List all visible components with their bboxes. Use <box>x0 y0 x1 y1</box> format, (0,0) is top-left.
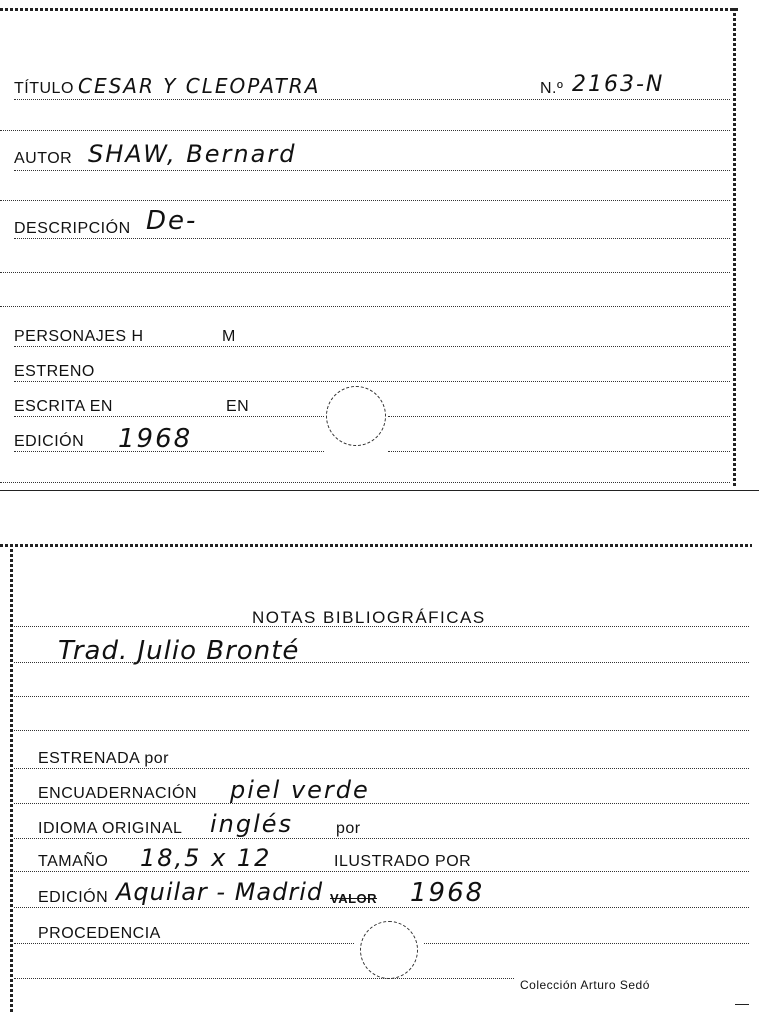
card-top-edge <box>0 544 752 547</box>
escrita-rule-right <box>388 416 730 417</box>
tamano-rule <box>14 871 749 872</box>
titulo-value: CESAR Y CLEOPATRA <box>78 74 321 98</box>
numero-label: N.º <box>540 80 564 97</box>
encuadernacion-label: ENCUADERNACIÓN <box>38 785 198 802</box>
tamano-value: 18,5 x 12 <box>140 844 272 872</box>
card-top-edge <box>0 8 740 11</box>
autor-label: AUTOR <box>14 150 73 167</box>
idioma-value: inglés <box>210 810 294 838</box>
personajes-rule <box>14 346 730 347</box>
seal-circle <box>360 921 418 979</box>
notas-rule <box>14 662 749 663</box>
descripcion-rule <box>14 238 730 239</box>
collection-stamp: Colección Arturo Sedó <box>520 978 650 992</box>
autor-value: SHAW, Bernard <box>88 140 297 168</box>
card-bottom-edge <box>735 1004 749 1005</box>
edicion-label: EDICIÓN <box>14 433 85 450</box>
numero-value: 2163-N <box>572 72 665 97</box>
edicion-year: 1968 <box>410 878 485 908</box>
edicion-value: 1968 <box>118 424 193 454</box>
blank-rule <box>0 130 730 131</box>
estreno-label: ESTRENO <box>14 363 95 380</box>
blank-rule <box>14 730 749 731</box>
procedencia-rule <box>14 943 354 944</box>
card-left-edge <box>10 544 13 1014</box>
estrenada-label: ESTRENADA por <box>38 750 169 767</box>
encuadernacion-value: piel verde <box>230 776 370 804</box>
idioma-label: IDIOMA ORIGINAL <box>38 820 183 837</box>
valor-label: VALOR <box>330 891 378 906</box>
titulo-label: TÍTULO <box>14 80 74 97</box>
heading-rule <box>14 626 749 627</box>
procedencia-label: PROCEDENCIA <box>38 925 161 942</box>
blank-rule <box>0 482 730 483</box>
edicion-rule-right <box>388 451 730 452</box>
blank-rule <box>14 978 514 979</box>
personajes-label: PERSONAJES H <box>14 328 144 345</box>
estreno-rule <box>14 381 730 382</box>
catalog-card-bottom <box>0 538 759 1028</box>
procedencia-rule-right <box>424 943 749 944</box>
card-right-edge <box>733 8 736 486</box>
card-bottom-edge <box>0 490 759 491</box>
blank-rule <box>0 272 730 273</box>
ilustrado-label: ILUSTRADO POR <box>334 853 472 870</box>
edicion-label: EDICIÓN <box>38 889 109 906</box>
seal-circle <box>326 386 386 446</box>
escrita-en-label: EN <box>226 398 250 415</box>
descripcion-label: DESCRIPCIÓN <box>14 220 131 237</box>
catalog-card-top <box>0 0 759 495</box>
autor-rule <box>14 170 730 171</box>
blank-rule <box>0 200 730 201</box>
edicion-value: Aquilar - Madrid <box>116 878 324 906</box>
encuadernacion-rule <box>14 803 749 804</box>
tamano-label: TAMAÑO <box>38 853 109 870</box>
personajes-m-label: M <box>222 328 236 345</box>
escrita-rule <box>14 416 324 417</box>
edicion-rule <box>14 451 324 452</box>
idioma-rule <box>14 838 749 839</box>
titulo-rule <box>14 99 730 100</box>
por-label: por <box>336 820 361 837</box>
notas-heading: NOTAS BIBLIOGRÁFICAS <box>252 608 486 627</box>
descripcion-value: De- <box>146 206 198 236</box>
blank-rule <box>14 696 749 697</box>
edicion-rule <box>14 907 749 908</box>
blank-rule <box>0 306 730 307</box>
escrita-label: ESCRITA EN <box>14 398 113 415</box>
notas-value: Trad. Julio Bronté <box>58 636 300 666</box>
estrenada-rule <box>14 768 749 769</box>
